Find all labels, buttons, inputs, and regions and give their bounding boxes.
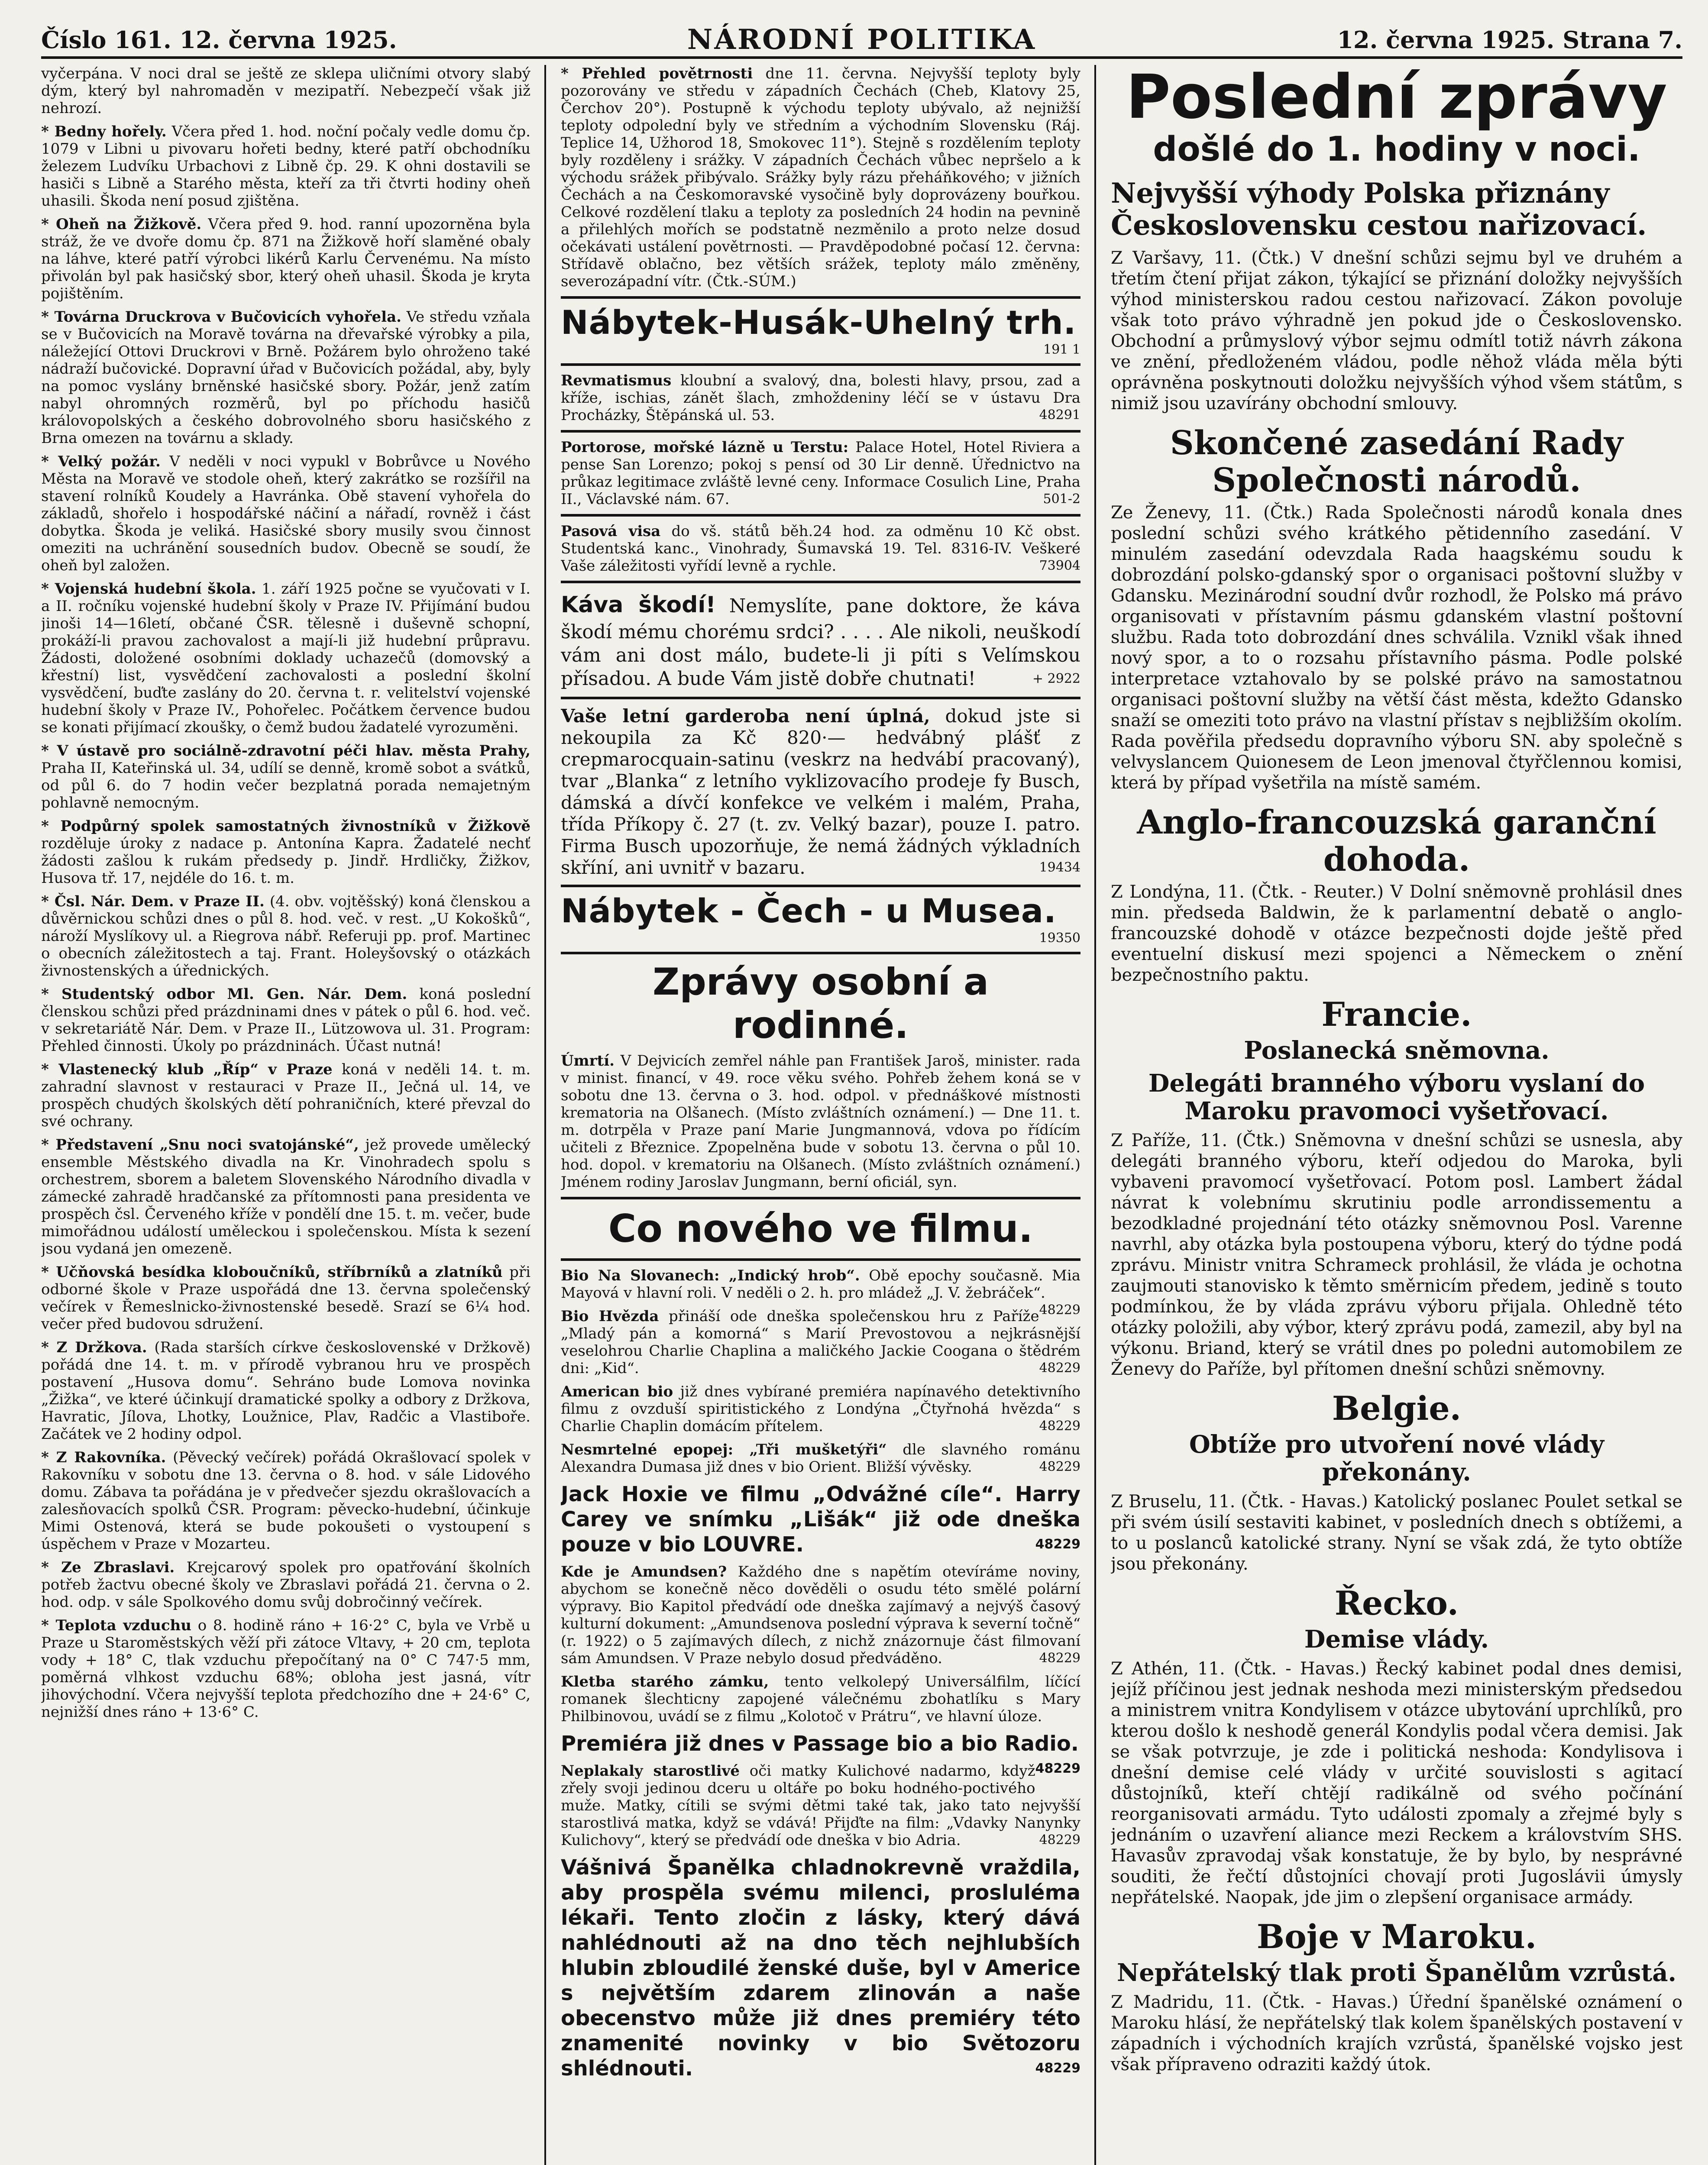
column-local-news bbox=[41, 65, 531, 1727]
film-notice: Bio Na Slovanech: „Indický hrob“. Obě epochy současně. Mia Mayová v hlavní roli. V neděli o 2. h. pro mládež „J. V. žebráček“. 48229 bbox=[561, 1267, 1080, 1318]
headline: Boje v Maroku. bbox=[1256, 1917, 1537, 1956]
column-ads-and-film bbox=[561, 65, 1080, 2087]
headline: Řecko. bbox=[1334, 1584, 1459, 1622]
film-notice: Neplakaly starostlivé oči matky Kulichové nadarmo, když zřely svoji jedinou dceru u oltáře po boku hodného-poctivého muže. Matky, cítili se svými dětmi také tak, jako tato nejvyšší starostlivá matka, když se vdává! Přijďte na film: „Vdavky Nanynky Kulichovy“, který se předvádí ode dneška v bio Adria. 48229 bbox=[561, 1762, 1080, 1849]
advertisement: Pasová visa do vš. států běh.24 hod. za odměnu 10 Kč obst. Studentská kanc., Vinohrady, Šumavská 19. Tel. 8316-IV. Veškeré Vaše záležitosti vyřídí levně a rychle. 73904 bbox=[561, 523, 1080, 575]
article: * Vlastenecký klub „Říp“ v Praze koná v neděli 14. t. m. zahradní slavnost v restauraci v Praze II., Ječná ul. 14, ve prospěch chudých školských dětí pohraničních, které převzal do své ochrany. bbox=[41, 1061, 531, 1130]
divider bbox=[561, 697, 1080, 699]
article: * Studentský odbor Ml. Gen. Nár. Dem. koná poslední členskou schůzi před prázdninami dnes v pátek o půl 6. hod. več. v sekretariátě Nár. Dem. v Praze II., Lützowova ul. 31. Program: Přehled činnosti. Úkoly po prázdninách. Účast nutná! bbox=[41, 986, 531, 1055]
ad-number: 19350 bbox=[1039, 931, 1080, 946]
divider bbox=[561, 363, 1080, 366]
column-latest-news bbox=[1111, 65, 1682, 2081]
film-notice: American bio již dnes vybírané premiéra napínavého detektivního filmu z ovzduší spiritistického z Londýna „Čtyřnohá hvězda“ s Charlie Chaplin domácím přítelem. 48229 bbox=[561, 1383, 1080, 1435]
film-notice: Kletba starého zámku, tento velkolepý Universálfilm, líčící romanek šlechticny zapojené válečnému zbohatlíku s Mary Philbinovou, uvádí se z filmu „Kolotoč v Prátru“, ve hlavní úloze. bbox=[561, 1673, 1080, 1725]
weather-report: * Přehled povětrnosti dne 11. června. Nejvyšší teploty byly pozorovány ve středu v západních Čechách (Cheb, Klatovy 25, Čerchov 20°). Postupně k východu teploty ubývalo, až nejnižší teploty odpolední byly ve středním a východním Slovensku (Ráj. Teplice 14, Užhorod 18, Smokovec 11°). Stejně s rozdělením teploty byly rozděleny i srážky. V západních Čechách vůbec nepršelo a k východu srážek přibývalo. Srážky byly rázu přeháňkového; v jižních Čechách a na Českomoravské vysočině byly doprovázeny bouřkou. Celkové rozdělení tlaku a teploty za posledních 24 hodin na pevnině a přilehlých mořích se podstatně nezměnilo a proto nelze dosud očekávati ustálení povětrnosti. — Pravděpodobné počasí 12. června: Střídavě oblačno, bez větších srážek, teploty málo změněny, severozápadní vítr. (Čtk.-SÚM.) bbox=[561, 65, 1080, 290]
newspaper-page bbox=[41, 17, 1682, 2165]
ad-number: 191 1 bbox=[1043, 342, 1080, 357]
subheadline: Delegáti branného výboru vyslaní do Maroku pravomoci vyšetřovací. bbox=[1148, 1069, 1645, 1125]
divider bbox=[561, 430, 1080, 433]
article: * V ústavě pro sociálně-zdravotní péči hlav. města Prahy, Praha II, Kateřinská ul. 34, udílí se denně, kromě sobot a svátků, od půl 6. do 7 hodin večer bezplatná porada nemajetným pohlavně nemocným. bbox=[41, 742, 531, 811]
film-notice: Nesmrtelné epopej: „Tři mušketýři“ dle slavného románu Alexandra Dumasa již dnes v bio Orient. Bližší vývěsky. 48229 bbox=[561, 1441, 1080, 1476]
article: * Učňovská besídka kloboučníků, stříbrníků a zlatníků při odborné škole v Praze uspořádá dne 13. června společenský večírek v Řemeslnicko-živnostenské besedě. Srazí se 6¼ hod. večer před budovou sdružení. bbox=[41, 1263, 531, 1333]
column-divider bbox=[544, 65, 546, 2165]
ad-title: Nábytek - Čech - u Musea. bbox=[561, 892, 1057, 930]
article: * Vojenská hudební škola. 1. září 1925 počne se vyučovati v I. a II. ročníku vojenské hudební školy v Praze IV. Přijímání budou jinoši 14—16letí, občané ČSR. tělesně i duševně schopní, prokáží-li pravou zachovalost a mají-li již hudební průpravu. Žádosti, doložené osobními doklady uchazečů (domovský a křestní) list, vysvědčení zachovalosti a poslední školní vysvědčení, buďte zaslány do 20. června t. r. velitelství vojenské hudební školy v Praze IV., Pohořelec. Počátkem července budou se konati přijímací zkoušky, o čemž budou žadatelé vyrozuměni. bbox=[41, 580, 531, 736]
article: * Teplota vzduchu o 8. hodině ráno + 16·2° C, byla ve Vrbě u Praze u Staroměstských věží při zátoce Vltavy, + 20 cm, teplota vody + 18° C, tlak vzduchu přepočítaný na 0° C 747·5 mm, poměrná vlhkost vzduchu 68%; obloha jest jasná, vítr jihovýchodní. Včera nejvyšší teplota předchozího dne + 24·6° C, nejnižší dnes ráno + 13·6° C. bbox=[41, 1617, 531, 1721]
article: * Bedny hořely. Včera před 1. hod. noční počaly vedle domu čp. 1079 v Libni u pivovaru hořeti bedny, které patří obchodníku železem Ludvíku Urbachovi z Libně čp. 29. K ohni dostavili se hasiči s Libně a Starého města, kteří za tři čtvrti hodiny oheň uhasili. Škoda není posud zjištěna. bbox=[41, 123, 531, 210]
divider bbox=[561, 1197, 1080, 1199]
divider bbox=[561, 1258, 1080, 1261]
film-notice: Kde je Amundsen? Každého dne s napětím otevíráme noviny, abychom se konečně něco dověděli o osudu této smělé polární výpravy. Bio Kapitol předvádí ode dneška zajímavý a nejvýš časový kulturní dokument: „Amundsenova poslední výprava k severní točně“ (r. 1922) o 5 zajímavých dílech, z nichž znázornuje část filmovaní sám Amundsen. V Praze nebylo dosud předváděno. 48229 bbox=[561, 1563, 1080, 1667]
advertisement: Portorose, mořské lázně u Terstu: Palace Hotel, Hotel Riviera a pense San Lorenzo; pokoj s pensí od 30 Lir denně. Úřednictvo na průkaz legitimace zvláště levné ceny. Informace Cosulich Line, Praha II., Václavské nám. 67. 501-2 bbox=[561, 439, 1080, 508]
article: vyčerpána. V noci dral se ještě ze sklepa uličními otvory slabý dým, který byl nahromaděn v mezipatří. Nebezpečí však již nehrozí. bbox=[41, 65, 531, 117]
section-subtitle: došlé do 1. hodiny v noci. bbox=[1153, 130, 1640, 169]
page-number: 12. června 1925. Strana 7. bbox=[1337, 26, 1682, 54]
masthead: NÁRODNÍ POLITIKA bbox=[687, 23, 1037, 56]
article: * Továrna Druckrova v Bučovicích vyhořela. Ve středu vzňala se v Bučovicích na Moravě továrna na dřevařské výrobky a pila, náležející Ottovi Druckrovi v Brně. Požárem bylo ohroženo také nádraží bučovické. Dopravní úřad v Bučovicích požádal, aby, byly na pomoc vyslány brněnské hasičské sbory. Požár, jenž zatím nabyl ohromných rozměrů, byl po příchodu hasičů královopolských a českého dobrovolného sboru hasičského z Brna omezen na továrnu a sklady. bbox=[41, 308, 531, 447]
article: Z Bruselu, 11. (Čtk. - Havas.) Katolický poslanec Poulet setkal se při svém úsilí sestaviti kabinet, v posledních dnech s obtížemi, a to u poslanců katolické strany. Nyní se však zdá, že tyto obtíže jsou překonány. bbox=[1111, 1492, 1682, 1574]
film-notice: Premiéra již dnes v Passage bio a bio Radio. 48229 bbox=[561, 1732, 1080, 1776]
headline: Anglo-francouzská garanční dohoda. bbox=[1137, 803, 1656, 879]
article: * Čsl. Nár. Dem. v Praze II. (4. obv. vojtěšský) koná členskou a důvěrnickou schůzi dnes o půl 8. hod. več. v rest. „U Kokošků“, nároží Myslíkovy ul. a Riegrova nábř. Referuji pp. prof. Martinec o obecních záležitostech a taj. Frant. Holeyšovský o otázkách živnostenských a úřednických. bbox=[41, 893, 531, 979]
subheadline: Demise vlády. bbox=[1304, 1625, 1489, 1654]
obituary: Úmrtí. V Dejvicích zemřel náhle pan František Jaroš, minister. rada v minist. financí, v 49. roce věku svého. Pohřeb žehem koná se v sobotu dne 13. června o 3. hod. odpol. v přednáškové místnosti krematoria na Olšanech. (Místo zvláštních oznámení.) — Dne 11. t. m. dotrpěla v Praze paní Marie Jungmannová, vdova po řídícím učiteli z Březnice. Zpopelněna bude v sobotu 13. června o půl 10. hod. dopol. v krematoriu na Olšanech. (Místo zvláštních oznámení.) Jménem rodiny Jaroslav Jungmann, berní oficiál, syn. bbox=[561, 1052, 1080, 1191]
article: * Z Rakovníka. (Pěvecký večírek) pořádá Okrašlovací spolek v Rakovníku v sobotu dne 13. června o 8. hod. v sále Lidového domu. Zábava ta pořádána je v předvečer sjezdu okrašlovacích a zalesňovacích spolků ČSR. Program: pěvecko-hudební, účinkuje Mimi Ostenová, která se bude pokoušeti o vystoupení s úspěchem v Praze v Mozarteu. bbox=[41, 1449, 531, 1553]
section-heading-personal: Zprávy osobní a rodinné. bbox=[652, 960, 989, 1047]
headline: Skončené zasedání Rady Společnosti národů. bbox=[1170, 423, 1624, 499]
advertisement: Revmatismus kloubní a svalový, dna, bolesti hlavy, prsou, zad a kříže, ischias, zánět šlach, zmhoždeniny léčí se v ústavu Dra Procházky, Štěpánská ul. 53. 48291 bbox=[561, 372, 1080, 424]
article: Z Paříže, 11. (Čtk.) Sněmovna v dnešní schůzi se usnesla, aby delegáti branného výboru, kteří odjedou do Maroka, byli vybaveni pravomocí vyšetřovací. Potom posl. Lambert žádal návrat k volebnímu skrutiniu podle arrondissementu a bezodkladné projednání této otázky sněmovnou Posl. Varenne navrhl, aby otázka byla postoupena výboru, který do týdne podá zprávu. Ministr vnitra Schrameck prohlásil, že vláda je ochotna zaujmouti stanovisko k těmto směrnicím předem, jedině s touto podmínkou, že by vláda zprávu výboru přijala. Ohledně této otázky položili, aby výbor, který zprávu podá, zamezil, aby byl na výkonu. Briand, který se vrátil dnes po poledni automobilem ze Ženevy do Paříže, byl přítomen dnešní schůzi sněmovny. bbox=[1111, 1131, 1682, 1379]
issue-number: Číslo 161. 12. června 1925. bbox=[41, 26, 397, 54]
advertisement bbox=[561, 885, 1080, 946]
advertisement: Vaše letní garderoba není úplná, dokud jste si nekoupila za Kč 820·— hedvábný plášť z crepmarocquain-satinu (veskrz na hedvábí pracovaný), tvar „Blanka“ z letního vyklizovacího prodeje fy Busch, dámská a dívčí konfekce ve velkém i malém, Praha, třída Příkopy č. 27 (t. zv. Velký bazar), pouze I. patro. Firma Busch upozorňuje, že nemá žádných výkladních skříní, ani uvnitř v bazaru. 19434 bbox=[561, 705, 1080, 878]
divider bbox=[561, 952, 1080, 954]
article: * Představení „Snu noci svatojánské“, jež provede umělecký ensemble Městského divadla na Kr. Vinohradech spolu s orchestrem, sborem a baletem Slovenského Národního divadla v zámecké zahradě hradčanské za přítomnosti pana presidenta ve prospěch čsl. Červeného kříže v pondělí dne 15. t. m. večer, bude mimořádnou událostí uměleckou i společenskou. Místa k sezení jsou vydaná jen omezeně. bbox=[41, 1136, 531, 1257]
subheadline: Nepřátelský tlak proti Španělům vzrůstá. bbox=[1117, 1958, 1676, 1987]
ad-title: Nábytek-Husák-Uhelný trh. bbox=[561, 303, 1077, 342]
divider bbox=[561, 514, 1080, 517]
film-notice: Bio Hvězda přináší ode dneška společenskou hru z Paříže „Mladý pán a komorná“ s Marií Prevostovou a nejkrásnější veselohrou Charlie Chaplina a maličkého Jackie Coogana o štědrém dni: „Kid“. 48229 bbox=[561, 1308, 1080, 1377]
film-notice: Jack Hoxie ve filmu „Odvážné cíle“. Harry Carey ve snímku „Lišák“ již ode dneška pouze v bio LOUVRE. 48229 bbox=[561, 1482, 1080, 1557]
article: * Oheň na Žižkově. Včera před 9. hod. ranní upozorněna byla stráž, že ve dvoře domu čp. 871 na Žižkově hoří slaměné obaly na láhve, které patří výrobci likérů Karlu Červenému. Na místo přivolán byl pak hasičský sbor, který oheň uhasil. Škoda je kryta pojištěním. bbox=[41, 216, 531, 302]
film-notice: Vášnivá Španělka chladnokrevně vraždila, aby prospěla svému milenci, prosluléma lékaři. Tento zločin z lásky, který dává nahlédnouti až na dno těch nejhlubších hlubin zbloudilé ženské duše, byl v Americe s největším zdarem zlinován a naše obecenstvo může již dnes premiéry této znamenité novinky v bio Světozoru shlédnouti. 48229 bbox=[561, 1855, 1080, 2081]
article: Z Madridu, 11. (Čtk. - Havas.) Úřední španělské oznámení o Maroku hlásí, že nepřátelský tlak kolem španělských postavení v západních i východních krajích vzrůstá, španělské vojsko jest však přípraveno odraziti každý útok. bbox=[1111, 1992, 1682, 2075]
section-heading-film: Co nového ve filmu. bbox=[608, 1206, 1033, 1251]
article: * Podpůrný spolek samostatných živnostníků v Žižkově rozděluje úroky z nadace p. Antonína Kapra. Žadatelé nechť žádosti zašlou k rukám předsedy p. Jindř. Hrdličky, Žižkov, Husova tř. 17, nejdéle do 16. t. m. bbox=[41, 818, 531, 887]
page-header bbox=[41, 17, 1682, 59]
article: Z Athén, 11. (Čtk. - Havas.) Řecký kabinet podal dnes demisi, jejíž příčinou jest jednak neshoda mezi ministerským předsedou a ministrem vnitra Kondylisem v otázce ubytování uprchlíků, pro kterou došlo k neshodě generál Kondylis podal včera demisi. Jak se však potvrzuje, je zde i politická neshoda: Kondylisova i dnešní demise celé vlády v určité souvislosti s agitací důstojníků, kteří chtějí radikálně od svého počínání reorganisovati armádu. Tyto události zpomaly a zřejmé byly s jednáním o uzavření aliance mezi Reckem a královstvím SHS. Havasův zpravodaj však konstatuje, že by bylo, by nesprávné souditi, že řečtí důstojníci chovají proti Jugoslávii úmysly nepřátelské. Naopak, jde jim o zlepšení organisace armády. bbox=[1111, 1659, 1682, 1907]
article: Z Varšavy, 11. (Čtk.) V dnešní schůzi sejmu byl ve druhém a třetím čtení přijat zákon, týkající se přiznání doložky nejvyšších výhod ministerskou radou cestou nařizovací. Zákon povoluje však toto právo výhradně jen pokud jde o Československo. Obchodní a průmyslový výbor sejmu odmítl totiž návrh zákona ve znění, předloženém vládou, podle něhož vláda měla býti oprávněna poskytnouti doložku nejvyšších výhod všem státům, s nimiž jsou uzavírány obchodní smlouvy. bbox=[1111, 248, 1682, 414]
article: Z Londýna, 11. (Čtk. - Reuter.) V Dolní sněmovně prohlásil dnes min. předseda Baldwin, že k parlamentní debatě o anglo-francouzské dohodě v otázce bezpečnosti dojde ještě před eventuelní diskusí mezi spojenci a Německem o znění bezpečnostního paktu. bbox=[1111, 882, 1682, 985]
article: Ze Ženevy, 11. (Čtk.) Rada Společnosti národů konala dnes poslední schůzi svého krátkého pětidenního zasedání. V minulém zasedání odevzdala Rada haagskému soudu k dobrozdání polsko-gdanský spor o organisaci poštovní služby v Gdansku. Mezinárodní soudní dvůr rozhodl, že Polsko má právo organisovati v přístavním pásmu gdanském vlastní poštovní službu. Rada toto dobrozdání dnes schválila. Vznikl však ihned nový spor, a to o rozsahu přístavního pásma. Podle polské interpretace vztahovalo by se polské právo na samostatnou organisaci poštovní služby na větší část města, kdežto Gdansko snaží se omeziti toto právo na vlastní přístav s nejbližším okolím. Rada pověřila předsedu dopravního výboru SN. aby společně s velvyslancem Quionesem de Leon jmenoval čtyřčlennou komisi, která by případ vyšetřila na místě samém. bbox=[1111, 503, 1682, 793]
column-divider bbox=[1094, 65, 1096, 2165]
headline: Francie. bbox=[1321, 995, 1472, 1034]
advertisement bbox=[561, 296, 1080, 357]
divider bbox=[561, 581, 1080, 583]
subheadline: Poslanecká sněmovna. bbox=[1244, 1036, 1549, 1065]
advertisement: Káva škodí! Nemyslíte, pane doktore, že káva škodí mému chorému srdci? . . . . Ale nikoli, neuškodí vám ani dost málo, budete-li ji píti s Velímskou přísadou. A bude Vám jistě dobře chutnati! + 2922 bbox=[561, 592, 1080, 690]
headline: Nejvyšší výhody Polska přiznány Československu cestou nařizovací. bbox=[1111, 177, 1647, 242]
article: * Ze Zbraslavi. Krejcarový spolek pro opatřování školních potřeb žactvu obecné školy ve Zbraslavi pořádá 21. června o 2. hod. odp. v sále Spolkového domu svůj dobročinný večírek. bbox=[41, 1559, 531, 1611]
article: * Z Držkova. (Rada starších církve československé v Držkově) pořádá dne 14. t. m. v přírodě vybranou hru ve prospěch postavení „Husova domu“. Sehráno bude Lomova novinka „Žižka“, ve které účinkují dramatické spolky a odbory z Držkova, Havratic, Jílova, Lhotky, Loužnice, Plav, Radčic a Vlastiboře. Začátek ve 2 hodiny odpol. bbox=[41, 1339, 531, 1443]
article: * Velký požár. V neděli v noci vypukl v Bobrůvce u Nového Města na Moravě ve stodole oheň, který zakrátko se rozšířil na stavení rolníků Koudely a Havránka. Obě stavení vyhořela do základů, shořelo i hospodářské náčiní a nářadí, rovněž i část dobytka. Škoda je veliká. Hasičské sbory musily svou činnost omeziti na uchránění sousedních budov. Obecně se soudí, že oheň byl založen. bbox=[41, 453, 531, 574]
section-title: Poslední zprávy bbox=[1126, 65, 1667, 132]
subheadline: Obtíže pro utvoření nové vlády překonány. bbox=[1189, 1430, 1604, 1486]
headline: Belgie. bbox=[1332, 1389, 1462, 1428]
